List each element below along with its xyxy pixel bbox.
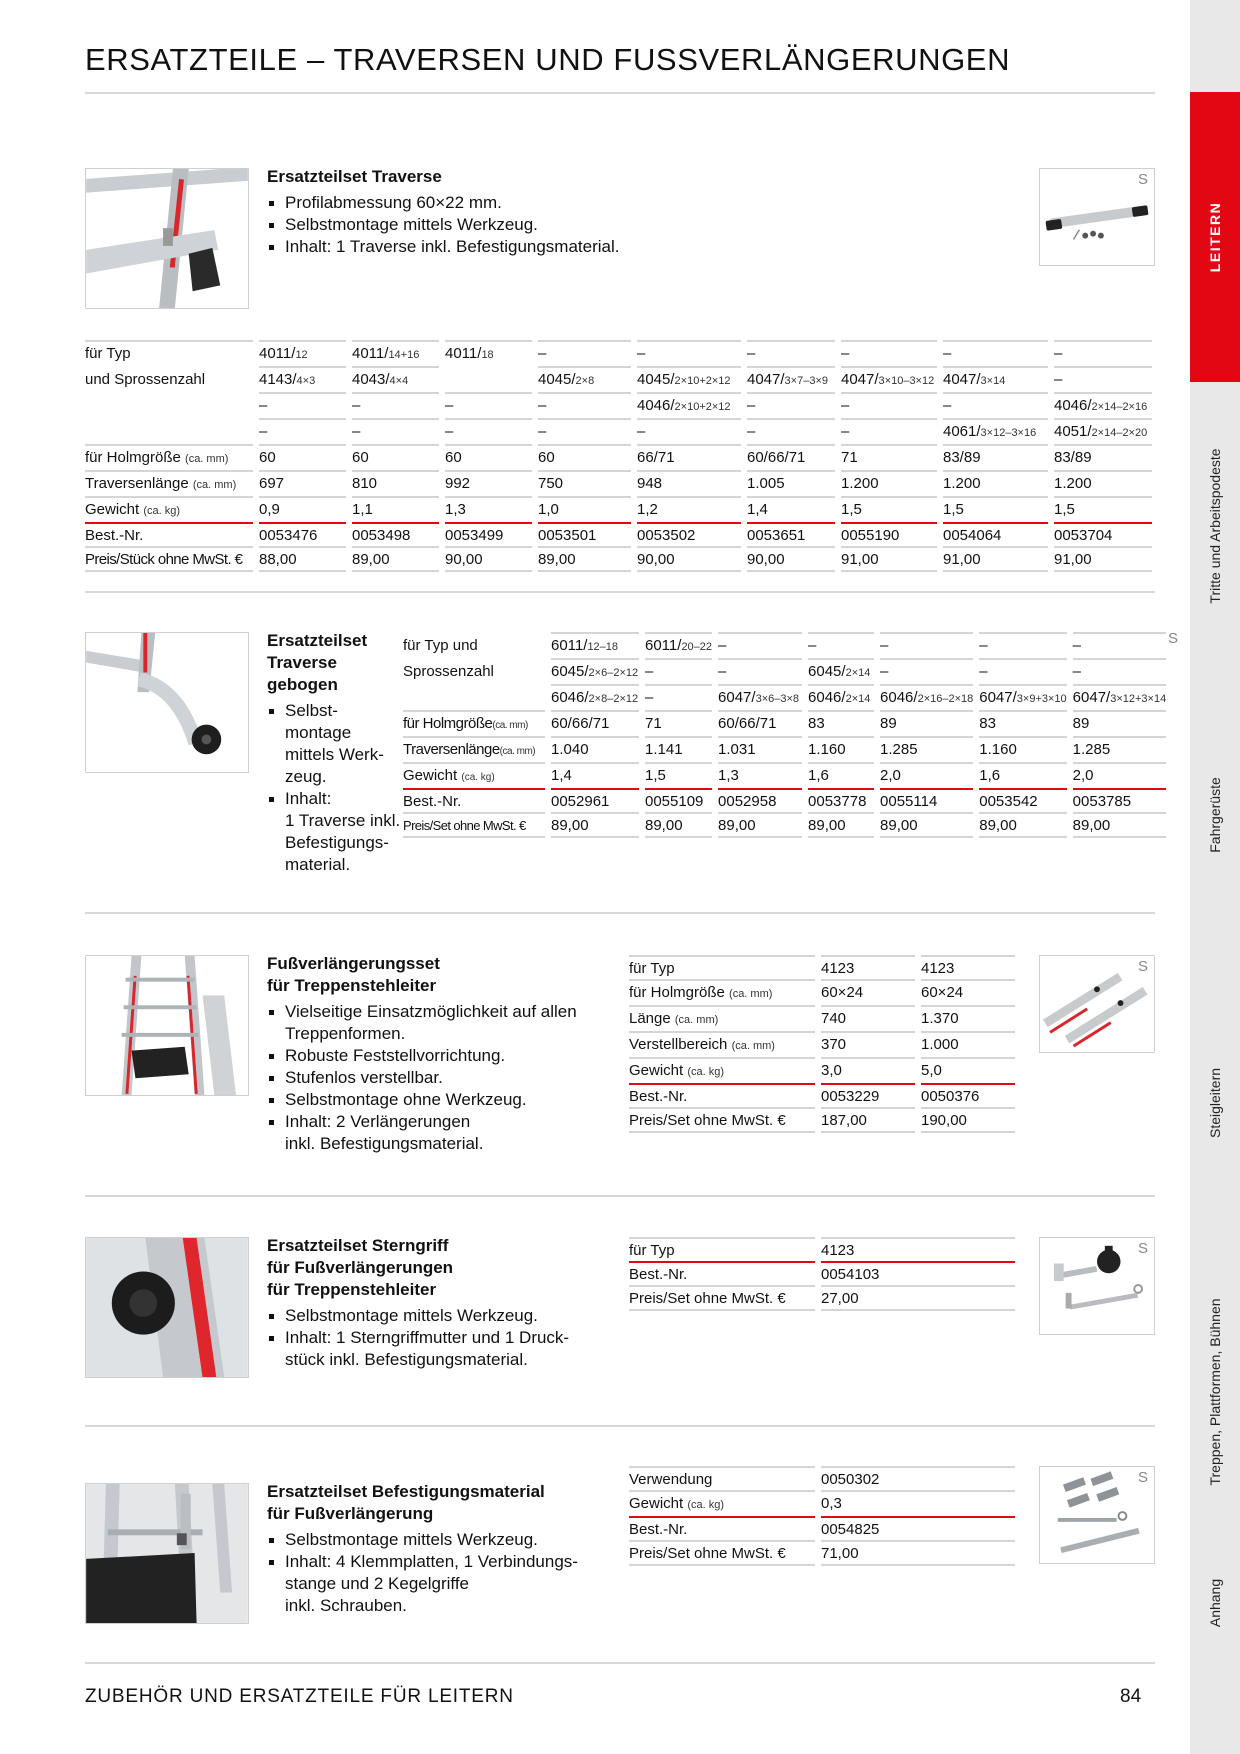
adjust-range-row: Verstellbereich (ca. mm) 370 1.000: [629, 1031, 1015, 1057]
price-row: Preis/Set ohne MwSt. € 27,00: [629, 1285, 1015, 1311]
traverse-spec-table: [79, 340, 1158, 572]
section-divider: [85, 1425, 1155, 1427]
section-divider: [85, 1195, 1155, 1197]
order-number-row: Best.-Nr. 0054103: [629, 1261, 1015, 1285]
curved-traverse-photo: [85, 632, 249, 773]
stair-ladder-photo: [85, 955, 249, 1096]
feature-item: Vielseitige Einsatzmöglichkeit auf allen Treppenformen.: [267, 1001, 577, 1045]
product-title-star-grip: Ersatzteilset Sterngriff für Fußverlängerungen für Treppenstehleiter: [267, 1236, 454, 1299]
s-badge: S: [1137, 958, 1148, 975]
side-tab-fahrgerueste[interactable]: Fahrgerüste: [1207, 777, 1223, 853]
mounting-material-spec-table: [623, 1466, 1021, 1566]
s-badge: S: [1137, 1240, 1148, 1257]
page-title: ERSATZTEILE – TRAVERSEN UND FUSSVERLÄNGERUNGEN: [85, 42, 1011, 77]
feature-item: Inhalt: 1 Traverse inkl. Befestigungs- material.: [267, 788, 400, 876]
type-row-4: – – – – – – – 4061/3×12–3×16 4051/2×14–2×20: [85, 418, 1152, 444]
product-title-foot-extension: Fußverlängerungsset für Treppenstehleiter: [267, 954, 440, 995]
star-grip-spec-table: [623, 1237, 1021, 1311]
length-row: Länge (ca. mm) 740 1.370: [629, 1005, 1015, 1031]
type-row-2: und Sprossenzahl 4143/4×3 4043/4×4 4045/2×8 4045/2×10+2×12 4047/3×7–3×9 4047/3×10–3×12 4047/3×14 –: [85, 366, 1152, 392]
feature-item: Selbstmontage mittels Werkzeug.: [267, 1529, 578, 1551]
footer-divider: [85, 1662, 1155, 1664]
product-title-mounting-material: Ersatzteilset Befestigungsmaterial für Fußverlängerung: [267, 1482, 545, 1523]
product-features-star-grip: [267, 1305, 569, 1371]
foot-extension-spec-table: [623, 955, 1021, 1133]
type-row-1: für Typ 4011/12 4011/14+16 4011/18 – – – – – –: [85, 340, 1152, 366]
product-features-curved-traverse: [267, 700, 400, 876]
product-title-traverse: Ersatzteilset Traverse: [267, 167, 442, 186]
feature-item: Profilabmessung 60×22 mm.: [267, 192, 620, 214]
usage-row: Verwendung 0050302: [629, 1466, 1015, 1490]
section-divider: [85, 912, 1155, 914]
side-tab-leitern[interactable]: LEITERN: [1207, 201, 1223, 273]
side-tab-steigleitern[interactable]: Steigleitern: [1207, 1067, 1223, 1139]
type-row: für Typ 4123 4123: [629, 955, 1015, 979]
traverse-ladder-photo: [85, 168, 249, 309]
mounting-material-part-photo: [1039, 1466, 1155, 1564]
star-grip-part-photo: [1039, 1237, 1155, 1335]
product-features-mounting-material: [267, 1529, 578, 1617]
page-number: 84: [1120, 1686, 1142, 1707]
feature-item: Inhalt: 4 Klemmplatten, 1 Verbindungs- stange und 2 Kegelgriffe inkl. Schrauben.: [267, 1551, 578, 1617]
type-row: für Typ 4123: [629, 1237, 1015, 1261]
side-tab-anhang[interactable]: Anhang: [1207, 1578, 1223, 1628]
section-divider: [85, 591, 1155, 593]
type-row-2: Sprossenzahl 6045/2×6–2×12 – – 6045/2×14 – – –: [403, 658, 1166, 684]
star-grip-photo: [85, 1237, 249, 1378]
side-navigation: [1190, 0, 1240, 1754]
type-row-1: für Typ und 6011/12–18 6011/20–22 – – – – –: [403, 632, 1166, 658]
feature-item: Inhalt: 2 Verlängerungen inkl. Befestigungsmaterial.: [267, 1111, 577, 1155]
side-tab-treppen[interactable]: Treppen, Plattformen, Bühnen: [1207, 1298, 1223, 1486]
traverse-length-row: Traversenlänge (ca. mm) 697 810 992 750 948 1.005 1.200 1.200 1.200: [85, 470, 1152, 496]
weight-row: Gewicht (ca. kg) 3,0 5,0: [629, 1057, 1015, 1083]
price-row: Preis/Set ohne MwSt. € 89,00 89,00 89,00 89,00 89,00 89,00 89,00: [403, 812, 1166, 838]
order-number-row: Best.-Nr. 0053229 0050376: [629, 1083, 1015, 1107]
feature-item: Stufenlos verstellbar.: [267, 1067, 577, 1089]
feature-item: Selbstmontage mittels Werkzeug.: [267, 1305, 569, 1327]
price-row: Preis/Set ohne MwSt. € 71,00: [629, 1540, 1015, 1566]
curved-traverse-spec-table: [397, 632, 1172, 838]
feature-item: Selbstmontage mittels Werkzeug.: [267, 214, 620, 236]
product-features-traverse: [267, 192, 620, 258]
s-badge: S: [1137, 1469, 1148, 1486]
row-label: und Sprossenzahl: [85, 371, 206, 388]
s-badge: S: [1168, 630, 1179, 647]
price-row: Preis/Set ohne MwSt. € 187,00 190,00: [629, 1107, 1015, 1133]
holm-row: für Holmgröße (ca. mm) 60×24 60×24: [629, 979, 1015, 1005]
order-number-row: Best.-Nr. 0054825: [629, 1516, 1015, 1540]
traverse-length-row: Traversenlänge(ca. mm) 1.040 1.141 1.031 1.160 1.285 1.160 1.285: [403, 736, 1166, 762]
row-label: für Typ: [85, 340, 253, 366]
weight-row: Gewicht (ca. kg) 0,9 1,1 1,3 1,0 1,2 1,4 1,5 1,5 1,5: [85, 496, 1152, 522]
weight-row: Gewicht (ca. kg) 1,4 1,5 1,3 1,6 2,0 1,6 2,0: [403, 762, 1166, 788]
feature-item: Inhalt: 1 Sterngriffmutter und 1 Druck- stück inkl. Befestigungsmaterial.: [267, 1327, 569, 1371]
order-number-row: Best.-Nr. 0053476 0053498 0053499 0053501 0053502 0053651 0055190 0054064 0053704: [85, 522, 1152, 546]
footer-title: ZUBEHÖR UND ERSATZTEILE FÜR LEITERN: [85, 1686, 514, 1707]
s-badge: S: [1137, 171, 1148, 188]
feature-item: Robuste Feststellvorrichtung.: [267, 1045, 577, 1067]
feature-item: Selbst- montage mittels Werk- zeug.: [267, 700, 400, 788]
traverse-part-photo: [1039, 168, 1155, 266]
holm-row: für Holmgröße (ca. mm) 60 60 60 60 66/71 60/66/71 71 83/89 83/89: [85, 444, 1152, 470]
feature-item: Selbstmontage ohne Werkzeug.: [267, 1089, 577, 1111]
order-number-row: Best.-Nr. 0052961 0055109 0052958 0053778 0055114 0053542 0053785: [403, 788, 1166, 812]
type-row-3: 6046/2×8–2×12 – 6047/3×6–3×8 6046/2×14 6046/2×16–2×18 6047/3×9+3×10 6047/3×12+3×14: [403, 684, 1166, 710]
header-divider: [85, 92, 1155, 94]
product-title-curved-traverse: Ersatzteilset Traverse gebogen: [267, 631, 368, 694]
mounting-material-photo: [85, 1483, 249, 1624]
side-tab-tritte[interactable]: Tritte und Arbeitspodeste: [1207, 448, 1223, 604]
price-row: Preis/Stück ohne MwSt. € 88,00 89,00 90,00 89,00 90,00 90,00 91,00 91,00 91,00: [85, 546, 1152, 572]
feature-item: Inhalt: 1 Traverse inkl. Befestigungsmaterial.: [267, 236, 620, 258]
product-features-foot-extension: [267, 1001, 577, 1155]
foot-extension-part-photo: [1039, 955, 1155, 1053]
type-row-3: – – – – 4046/2×10+2×12 – – – 4046/2×14–2×16: [85, 392, 1152, 418]
weight-row: Gewicht (ca. kg) 0,3: [629, 1490, 1015, 1516]
holm-row: für Holmgröße(ca. mm) 60/66/71 71 60/66/71 83 89 83 89: [403, 710, 1166, 736]
